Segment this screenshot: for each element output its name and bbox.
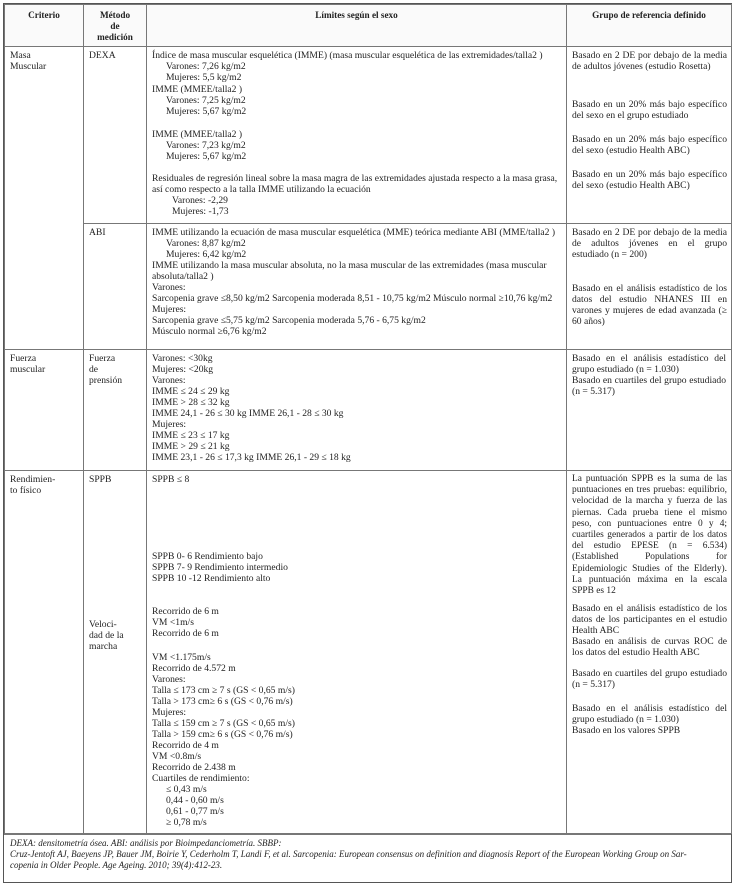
limites-dexa xyxy=(147,47,567,224)
criterio-masa xyxy=(5,47,84,350)
metodo-line: de xyxy=(89,364,99,375)
criterio-rendimiento xyxy=(5,471,84,834)
grupo-text: Basado en análisis de curvas ROC de los datos del estudio Health ABC xyxy=(572,636,727,658)
header-metodo-line: Método xyxy=(99,10,131,20)
criterio-line: Fuerza xyxy=(10,353,37,364)
limites-line: Recorrido de 4.572 m xyxy=(152,663,236,674)
limites-line: IMME 24,1 - 26 ≤ 30 kg IMME 26,1 - 28 ≤ 30 kg xyxy=(152,408,344,419)
grupo-text: Basado en el análisis estadístico del grupo estudiado (n = 1.030) xyxy=(572,703,727,725)
criteria-table xyxy=(4,4,732,834)
header-limites-label: Límites según el sexo xyxy=(315,10,398,20)
limites-line: Varones: 8,87 kg/m2 xyxy=(166,238,246,249)
limites-line: Talla > 159 cm≥ 6 s (GS < 0,76 m/s) xyxy=(152,729,293,740)
grupo-text: Basado en el análisis estadístico de los datos de los participantes en el estudio Health ABC xyxy=(572,603,727,636)
limites-line: VM <1.175m/s xyxy=(152,652,211,663)
metodo-abi xyxy=(84,224,147,350)
grupo-text: Basado en un 20% más bajo específico del sexo (estudio Health ABC) xyxy=(572,169,727,191)
limites-line: IMME 23,1 - 26 ≤ 17,3 kg IMME 26,1 - 29 ≤ 18 kg xyxy=(152,452,351,463)
grupo-fuerza xyxy=(567,350,732,471)
limites-line: Mujeres: xyxy=(152,707,187,718)
limites-line: SPPB 7- 9 Rendimiento intermedio xyxy=(152,562,288,573)
limites-line: Varones: 7,23 kg/m2 xyxy=(166,140,246,151)
limites-line: Sarcopenia grave ≤5,75 kg/m2 Sarcopenia moderada 5,76 - 6,75 kg/m2 xyxy=(152,315,426,326)
limites-line: SPPB 10 -12 Rendimiento alto xyxy=(152,573,271,584)
grupo-text: Basado en el análisis estadístico del grupo estudiado (n = 1.030) xyxy=(572,353,726,375)
limites-line: IMME ≤ 24 ≤ 29 kg xyxy=(152,386,230,397)
grupo-text: Basado en un 20% más bajo específico del sexo en el grupo estudiado xyxy=(572,99,727,121)
header-limites xyxy=(147,5,567,47)
metodo-line: dad de la xyxy=(89,629,124,641)
metodo-velocidad xyxy=(84,605,147,834)
header-criterio-label: Criterio xyxy=(28,10,60,20)
metodo-dexa xyxy=(84,47,147,224)
grupo-text: Basado en cuartiles del grupo estudiado (n = 5.317) xyxy=(572,375,726,397)
limites-line: Mujeres: xyxy=(152,304,187,315)
limites-line: ≥ 0,78 m/s xyxy=(166,817,207,828)
grupo-text: Basado en 2 DE por debajo de la media de adultos jóvenes (estudio Rosetta) xyxy=(572,50,727,72)
limites-line: Varones: xyxy=(152,375,186,386)
limites-line: Talla ≤ 173 cm ≥ 7 s (GS < 0,65 m/s) xyxy=(152,685,295,696)
limites-line: Varones: 7,26 kg/m2 xyxy=(166,61,246,72)
metodo-line: Fuerza xyxy=(89,353,116,364)
header-metodo-line: medición xyxy=(97,32,133,42)
grupo-text: Basado en el análisis estadístico de los datos del estudio NHANES III en varones y mujeres de edad avanzada (≥ 60 años) xyxy=(572,283,727,327)
limites-line: 0,61 - 0,77 m/s xyxy=(166,806,224,817)
header-row xyxy=(5,5,732,47)
limites-line: Mujeres: -1,73 xyxy=(172,206,229,217)
limites-line: Talla ≤ 159 cm ≥ 7 s (GS < 0,65 m/s) xyxy=(152,718,295,729)
grupo-text: Basado en 2 DE por debajo de la media de adultos jóvenes en el grupo estudiado (n = 200) xyxy=(572,227,727,260)
footnote-line: Cruz-Jentoft AJ, Baeyens JP, Bauer JM, Boirie Y, Cederholm T, Landi F, et al. Sarcopenia: European consensus on definition and diagnosis Report of the European Working Group on Sar- xyxy=(10,849,687,859)
limites-line: Mujeres: <20kg xyxy=(152,364,214,375)
header-grupo-label: Grupo de referencia definido xyxy=(592,10,706,20)
limites-line: Varones: xyxy=(152,282,186,293)
metodo-line: prensión xyxy=(89,375,123,386)
limites-line: Residuales de regresión lineal sobre la masa magra de las extremidades ajustada respecto a la masa grasa, así como respecto a la talla IMME utilizando la ecuación xyxy=(152,173,558,195)
row-masa-abi xyxy=(5,224,732,350)
criterio-line: muscular xyxy=(10,364,46,375)
limites-line: VM <0.8m/s xyxy=(152,751,202,762)
metodo-sppb xyxy=(84,471,147,605)
metodo-abi-label: ABI xyxy=(89,227,106,238)
limites-line: IMME > 28 ≤ 32 kg xyxy=(152,397,230,408)
limites-fuerza xyxy=(147,350,567,471)
metodo-line: marcha xyxy=(89,640,118,652)
limites-line: Mujeres: 5,67 kg/m2 xyxy=(166,106,247,117)
criterio-line: Rendimien- xyxy=(10,474,56,485)
limites-rendimiento xyxy=(147,471,567,834)
limites-line: Mujeres: 5,67 kg/m2 xyxy=(166,151,247,162)
sarcopenia-criteria-document xyxy=(3,3,732,883)
metodo-dexa-label: DEXA xyxy=(89,50,116,61)
limites-line: Mujeres: 6,42 kg/m2 xyxy=(166,249,247,260)
limites-line: ≤ 0,43 m/s xyxy=(166,784,207,795)
limites-line: Recorrido de 4 m xyxy=(152,740,219,751)
footnote-line: DEXA: densitometría ósea. ABI: análisis por Bioimpedanciometría. SBBP: xyxy=(10,838,282,848)
grupo-text: Basado en los valores SPPB xyxy=(572,725,681,736)
header-grupo xyxy=(567,5,732,47)
limites-line: SPPB ≤ 8 xyxy=(152,474,190,485)
grupo-text: Basado en cuartiles del grupo estudiado (n = 5.317) xyxy=(572,668,727,690)
row-masa-dexa xyxy=(5,47,732,224)
limites-line: IMME (MMEE/talla2 ) xyxy=(152,84,243,95)
limites-line: Músculo normal ≥6,76 kg/m2 xyxy=(152,326,267,337)
grupo-rendimiento xyxy=(567,471,732,834)
grupo-abi xyxy=(567,224,732,350)
footnote xyxy=(4,834,731,874)
limites-line: Varones: xyxy=(152,674,186,685)
header-metodo xyxy=(84,5,147,47)
limites-line: Recorrido de 6 m xyxy=(152,628,219,639)
limites-line: Talla > 173 cm≥ 6 s (GS < 0,76 m/s) xyxy=(152,696,293,707)
limites-abi xyxy=(147,224,567,350)
limites-line: Varones: <30kg xyxy=(152,353,213,364)
limites-line: SPPB 0- 6 Rendimiento bajo xyxy=(152,551,263,562)
header-metodo-line: de xyxy=(110,21,120,31)
limites-line: Índice de masa muscular esquelética (IMME) (masa muscular esquelética de las extremidades/talla2 ) xyxy=(152,50,543,61)
limites-line: Mujeres: xyxy=(152,419,187,430)
limites-line: Recorrido de 2.438 m xyxy=(152,762,236,773)
limites-line: IMME ≤ 23 ≤ 17 kg xyxy=(152,430,230,441)
grupo-text: Basado en un 20% más bajo específico del sexo (estudio Health ABC) xyxy=(572,134,727,156)
limites-line: 0,44 - 0,60 m/s xyxy=(166,795,224,806)
limites-line: Recorrido de 6 m xyxy=(152,606,219,617)
metodo-fuerza xyxy=(84,350,147,471)
limites-line: Sarcopenia grave ≤8,50 kg/m2 Sarcopenia moderada 8,51 - 10,75 kg/m2 Músculo normal ≥10,76 kg/m2 xyxy=(152,293,553,304)
limites-line: Cuartiles de rendimiento: xyxy=(152,773,250,784)
limites-line: Varones: -2,29 xyxy=(172,195,228,206)
limites-line: IMME utilizando la masa muscular absoluta, no la masa muscular de las extremidades (masa muscular absoluta/talla2 ) xyxy=(152,260,547,282)
limites-line: VM <1m/s xyxy=(152,617,194,628)
grupo-text: La puntuación SPPB es la suma de las puntuaciones en tres pruebas: equilibrio, velocidad de la marcha y fuerza de las piernas. Cada prueba tiene el mismo peso, con puntuaciones entre 0 y 4; cuartiles generados a partir de los datos del estudio EPESE (n = 6.534) (Established Populations for Epidemiologic Studies of the Elderly). La puntuación máxima en la escala SPPB es 12 xyxy=(572,474,727,597)
footnote-line: copenia in Older People. Age Ageing. 2010; 39(4):412-23. xyxy=(10,860,223,870)
limites-line: Mujeres: 5,5 kg/m2 xyxy=(166,72,242,83)
limites-line: IMME utilizando la ecuación de masa muscular esquelética (MME) teórica mediante ABI (MME/talla2 ) xyxy=(152,227,556,238)
row-rendimiento-sppb xyxy=(5,471,732,605)
limites-line: IMME > 29 ≤ 21 kg xyxy=(152,441,230,452)
limites-line: Varones: 7,25 kg/m2 xyxy=(166,95,246,106)
grupo-dexa xyxy=(567,47,732,224)
criterio-fuerza xyxy=(5,350,84,471)
header-criterio xyxy=(5,5,84,47)
criterio-line: Masa xyxy=(10,50,31,61)
metodo-line: Veloci- xyxy=(89,618,117,630)
limites-line: IMME (MMEE/talla2 ) xyxy=(152,129,243,140)
row-fuerza xyxy=(5,350,732,471)
criterio-line: to físico xyxy=(10,485,42,496)
metodo-sppb-label: SPPB xyxy=(89,474,112,485)
criterio-line: Muscular xyxy=(10,61,47,72)
